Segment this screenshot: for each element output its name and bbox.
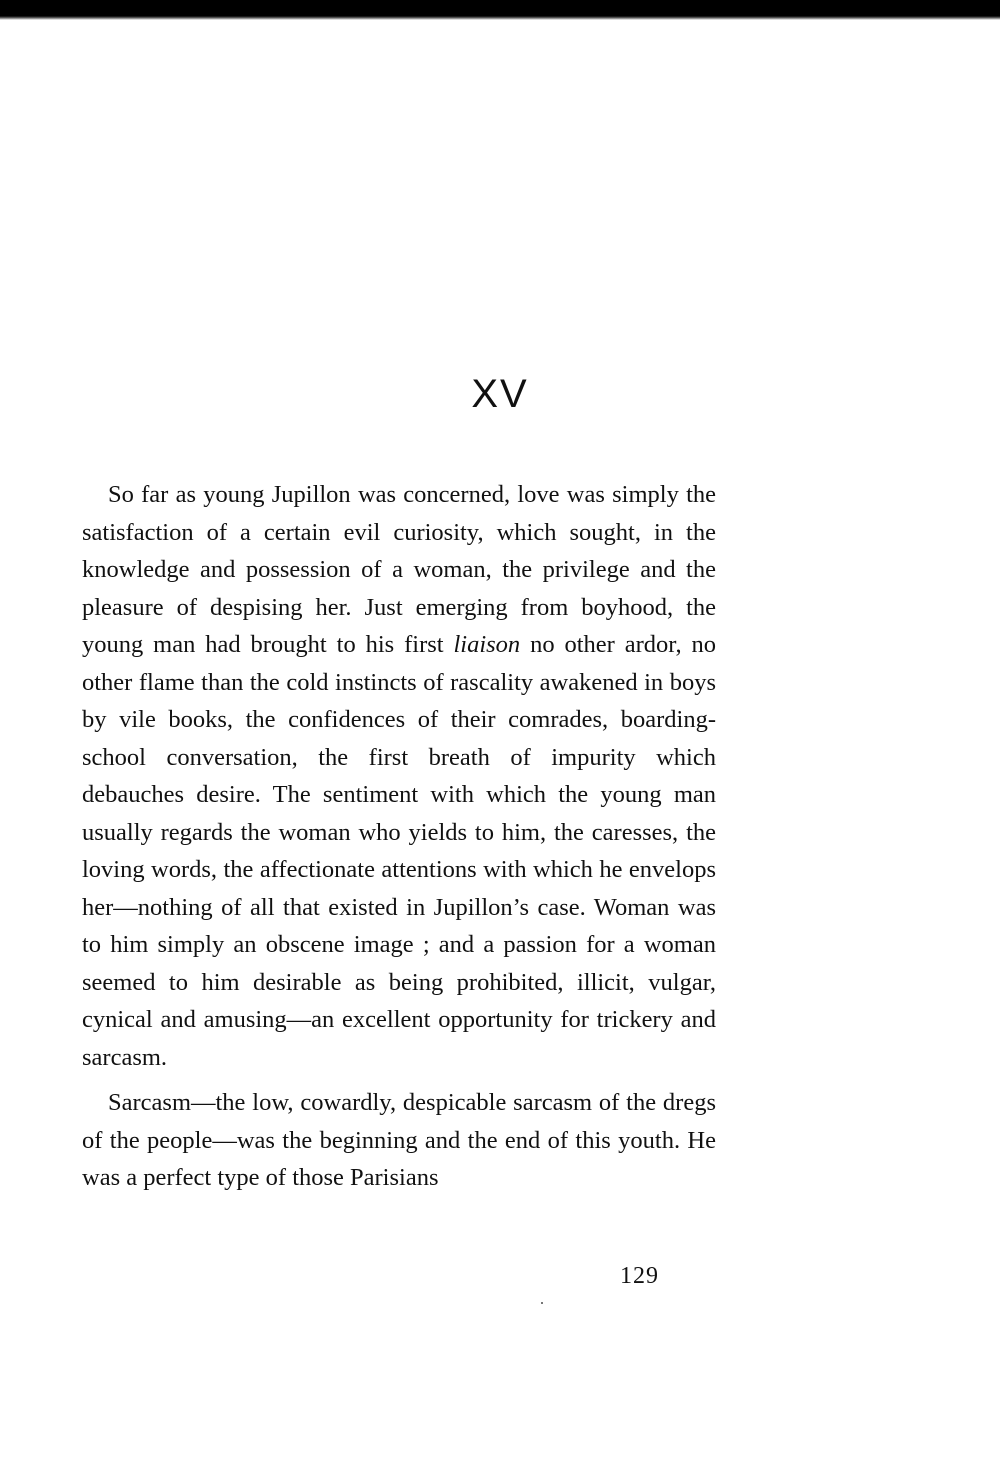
chapter-heading: XV (471, 372, 529, 416)
paragraph-1-italic-term: liaison (453, 631, 521, 658)
paragraph-1-text-before: So far as young Jupillon was concerned, love was simply the satisfaction of a certain evil curiosity, which sought, in the knowledge and possession of a woman, the privilege and the pleasure of despising her. Just emerging from boyhood, the young man had brought to his first (82, 481, 716, 658)
paragraph-1 (82, 476, 716, 1076)
page-number: 129 (620, 1263, 659, 1289)
body-text (82, 476, 716, 1197)
scan-speck (541, 1302, 543, 1304)
top-scan-border (0, 0, 1000, 16)
top-scan-border-edge (0, 16, 1000, 20)
paragraph-1-text-after: no other ardor, no other flame than the cold instincts of rascality awakened in boys by vile books, the confidences of their comrades, boarding-school conversation, the first breath of impurity which debauches desire. The sentiment with which the young man usually regards the woman who yields to him, the caresses, the loving words, the affectionate attentions with which he envelops her—nothing of all that existed in Jupillon’s case. Woman was to him simply an obscene image ; and a passion for a woman seemed to him desirable as being prohibited, illicit, vulgar, cynical and amusing—an excellent opportunity for trickery and sarcasm. (82, 631, 716, 1071)
paragraph-2: Sarcasm—the low, cowardly, despicable sarcasm of the dregs of the people—was the beginning and the end of this youth. He was a perfect type of those Parisians (82, 1089, 716, 1191)
